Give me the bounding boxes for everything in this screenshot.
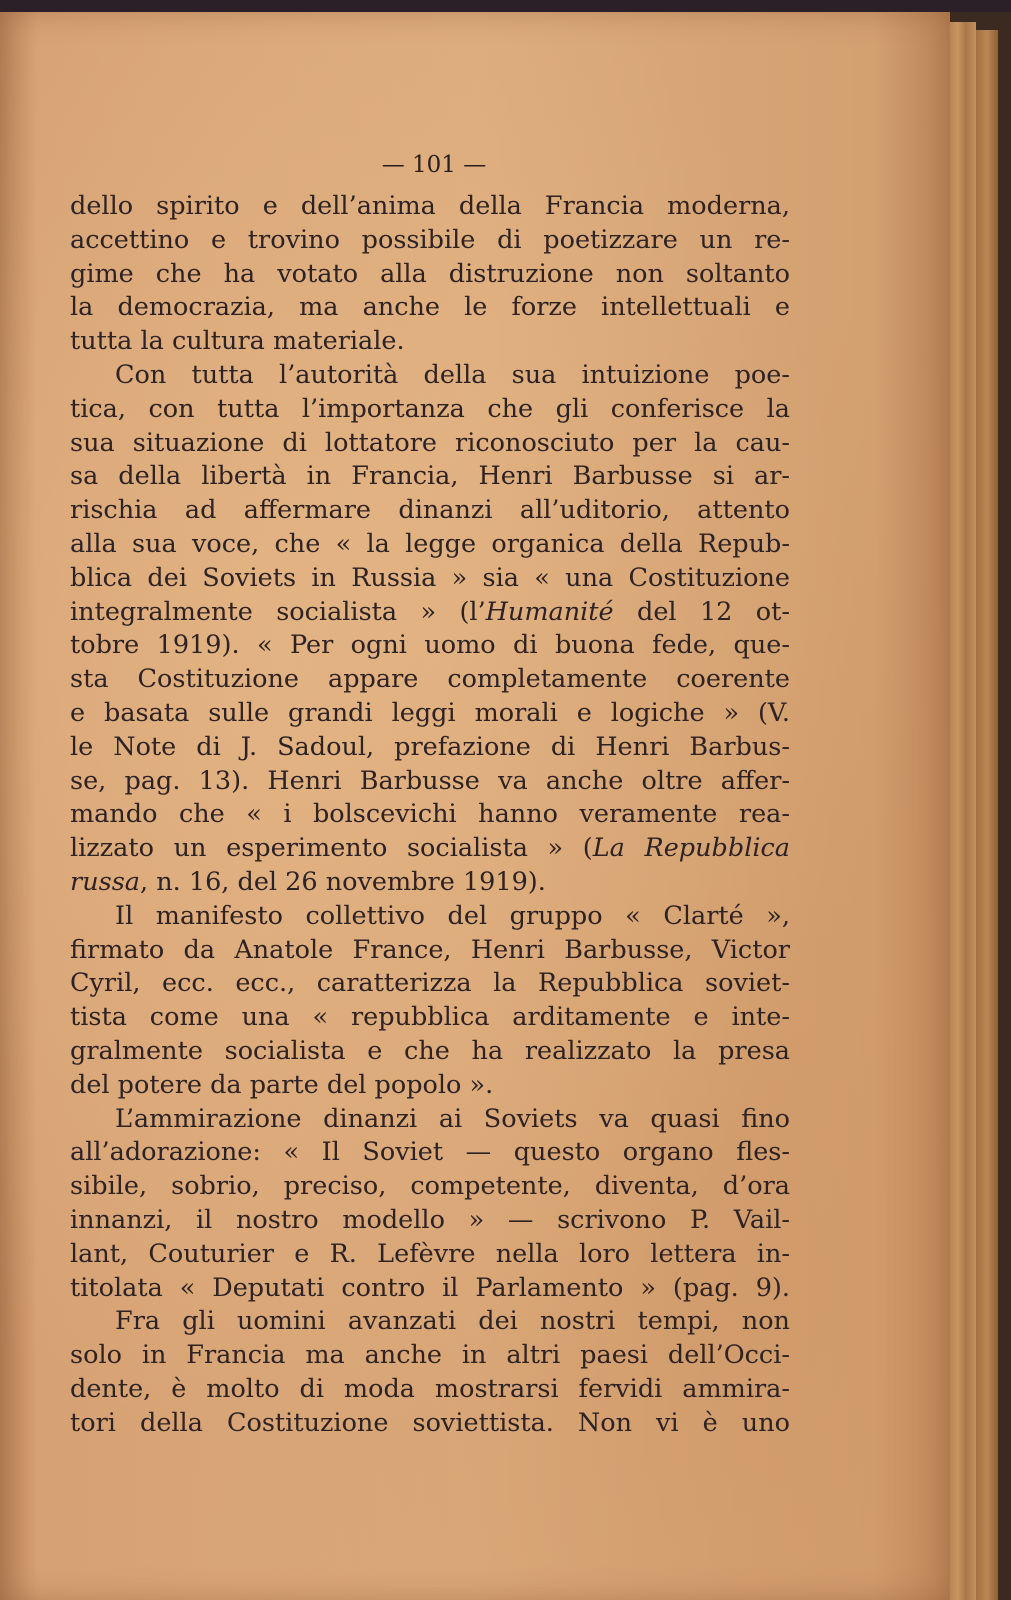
- text-line: solo in Francia ma anche in altri paesi dell’Occi-: [70, 1340, 790, 1371]
- page-edges-outer: [976, 30, 998, 1600]
- text-line: gime che ha votato alla distruzione non soltanto: [70, 258, 790, 289]
- text-line: sa della libertà in Francia, Henri Barbusse si ar-: [70, 461, 790, 492]
- text-line: del potere da parte del popolo ».: [70, 1069, 494, 1100]
- text-line: alla sua voce, che « la legge organica della Repub-: [70, 528, 790, 559]
- text-line: blica dei Soviets in Russia » sia « una Costituzione: [70, 562, 790, 593]
- text-segment: lizzato un esperimento socialista » (: [70, 833, 593, 864]
- italic-title: Humanité: [485, 596, 614, 627]
- text-line: la democrazia, ma anche le forze intellettuali e: [70, 292, 790, 323]
- text-line: Con tutta l’autorità della sua intuizione poe-: [115, 359, 790, 390]
- text-line: tori della Costituzione soviettista. Non vi è uno: [70, 1407, 790, 1438]
- page-edges: [950, 22, 976, 1600]
- text-line: L’ammirazione dinanzi ai Soviets va quasi fino: [115, 1103, 790, 1134]
- text-line: gralmente socialista e che ha realizzato la presa: [70, 1035, 790, 1066]
- text-line: accettino e trovino possibile di poetizzare un re-: [70, 224, 790, 255]
- text-line: Fra gli uomini avanzati dei nostri tempi, non: [115, 1306, 790, 1337]
- text-line: all’adorazione: « Il Soviet — questo organo fles-: [70, 1137, 790, 1168]
- text-line: sibile, sobrio, preciso, competente, diventa, d’ora: [70, 1171, 790, 1202]
- text-line: firmato da Anatole France, Henri Barbusse, Victor: [70, 934, 790, 965]
- text-line: tica, con tutta l’importanza che gli conferisce la: [70, 393, 790, 424]
- text-line: tobre 1919). « Per ogni uomo di buona fede, que-: [70, 630, 790, 661]
- text-line: titolata « Deputati contro il Parlamento » (pag. 9).: [70, 1272, 790, 1303]
- text-line: sua situazione di lottatore riconosciuto per la cau-: [70, 427, 790, 458]
- italic-title: La Repubblica: [592, 833, 790, 864]
- text-line: [70, 596, 790, 630]
- text-segment: del 12 ot-: [613, 596, 790, 627]
- text-line: Il manifesto collettivo del gruppo « Clarté »,: [115, 900, 790, 931]
- text-line: dente, è molto di moda mostrarsi fervidi ammira-: [70, 1373, 790, 1404]
- text-line: innanzi, il nostro modello » — scrivono P. Vail-: [70, 1204, 790, 1235]
- text-line: [70, 866, 790, 900]
- text-segment: integralmente socialista » (l’: [70, 596, 486, 627]
- text-line: lant, Couturier e R. Lefèvre nella loro lettera in-: [70, 1238, 790, 1269]
- text-line: [70, 832, 790, 866]
- text-line: tutta la cultura materiale.: [70, 326, 405, 357]
- body-text: [70, 190, 790, 1440]
- text-line: tista come una « repubblica arditamente e inte-: [70, 1002, 790, 1033]
- text-line: mando che « i bolscevichi hanno veramente rea-: [70, 799, 790, 830]
- text-line: e basata sulle grandi leggi morali e logiche » (V.: [70, 697, 790, 728]
- text-line: le Note di J. Sadoul, prefazione di Henri Barbus-: [70, 731, 790, 762]
- italic-title: russa: [70, 866, 140, 897]
- text-line: rischia ad affermare dinanzi all’uditorio, attento: [70, 495, 790, 526]
- top-edge: [0, 0, 1011, 12]
- text-line: sta Costituzione appare completamente coerente: [70, 664, 790, 695]
- text-line: se, pag. 13). Henri Barbusse va anche oltre affer-: [70, 765, 790, 796]
- text-line: dello spirito e dell’anima della Francia moderna,: [70, 191, 790, 221]
- page-number: — 101 —: [381, 152, 487, 178]
- text-segment: , n. 16, del 26 novembre 1919).: [140, 866, 546, 897]
- text-line: Cyril, ecc. ecc., caratterizza la Repubblica soviet-: [70, 968, 790, 999]
